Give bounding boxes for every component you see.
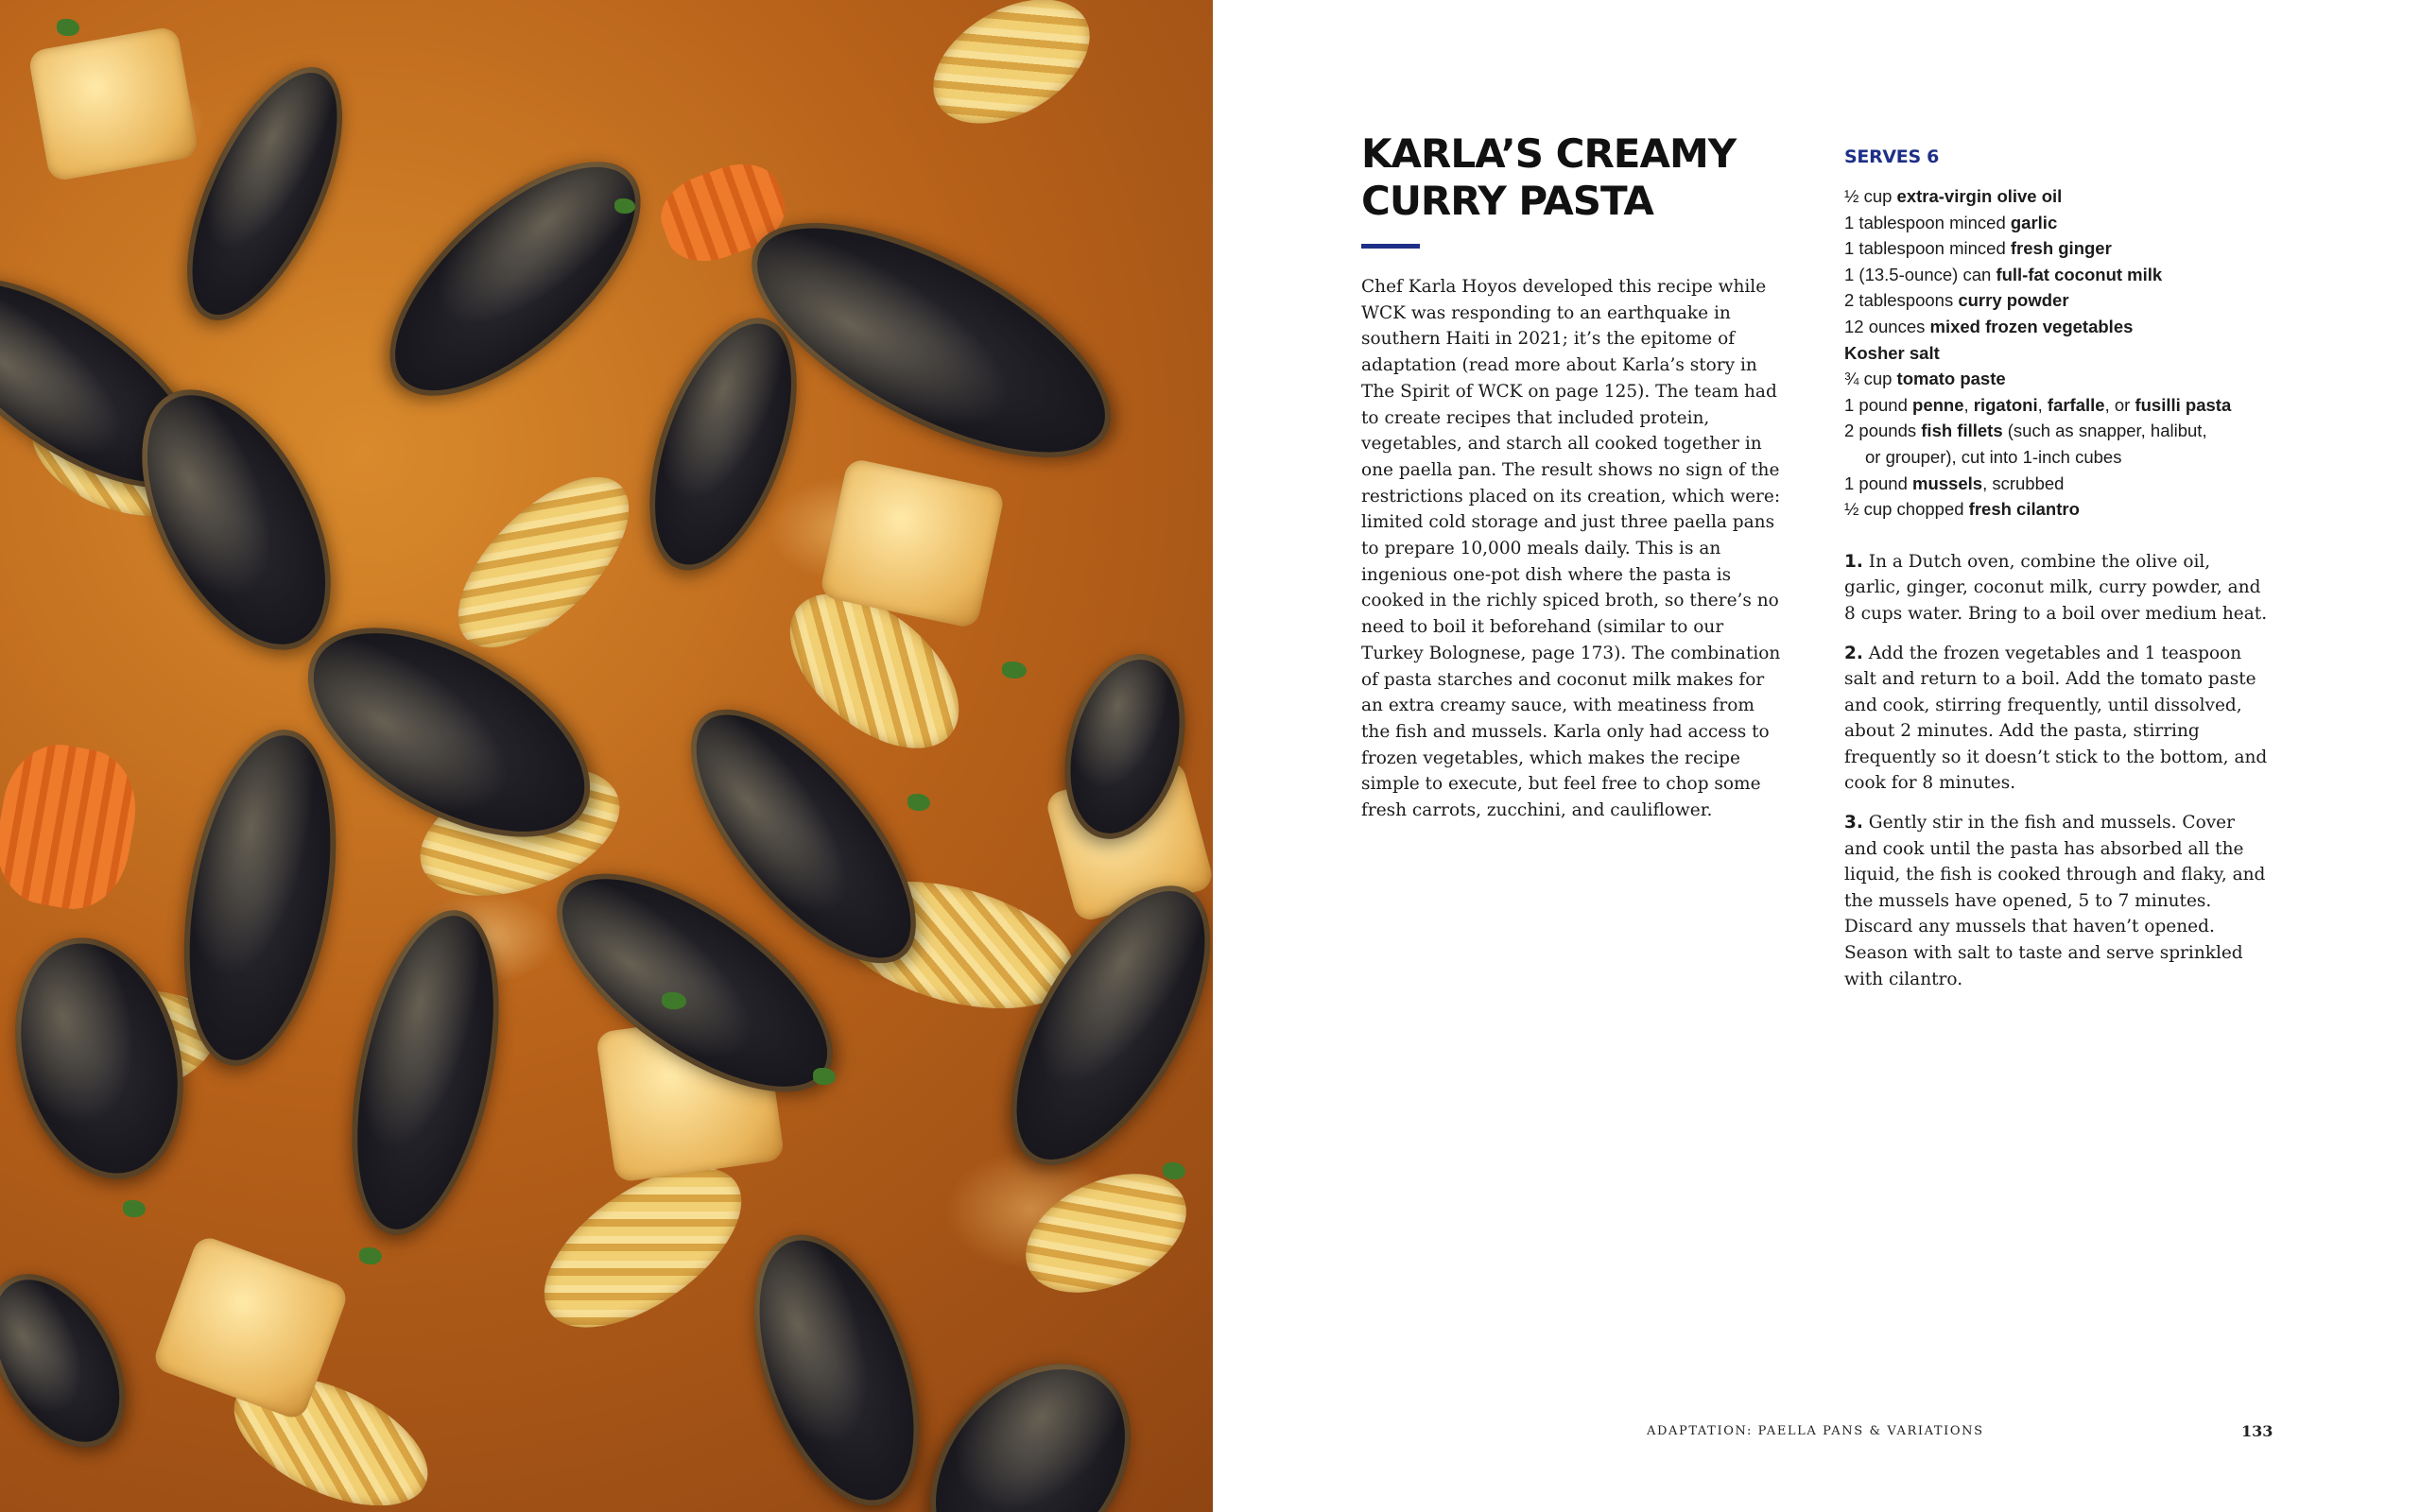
method-step-3: 3. Gently stir in the fish and mussels. Cover and cook until the pasta has absorbed all the liquid, the fish is cooked through and flaky, and the mussels have opened, 5 to 7 minutes. Discard any mussels that haven’t opened. Season with salt to taste and serve sprinkled with cilantro.	[1844, 813, 2266, 989]
page-number: 133	[2241, 1422, 2273, 1440]
recipe-right-column	[1844, 146, 2270, 1005]
ingredient-item: 1 (13.5-ounce) can full-fat coconut milk	[1844, 264, 2163, 284]
method-step-1: 1. In a Dutch oven, combine the olive oil, garlic, ginger, coconut milk, curry powder, and 8 cups water. Bring to a boil over medium heat.	[1844, 551, 2268, 624]
ingredient-item-pasta: 1 pound penne, rigatoni, farfalle, or fusilli pasta	[1844, 394, 2232, 415]
ingredient-list	[1844, 183, 2270, 523]
ingredient-item-fish: 2 pounds fish fillets (such as snapper, halibut, or grouper), cut into 1-inch cubes	[1844, 421, 2207, 467]
recipe-title-line-2: CURRY PASTA	[1361, 178, 1653, 224]
ingredient-item-cilantro: ½ cup chopped fresh cilantro	[1844, 499, 2080, 520]
method-step-2: 2. Add the frozen vegetables and 1 teaspoon salt and return to a boil. Add the tomato paste and cook, stirring frequently, until dissolved, about 2 minutes. Add the pasta, stirring frequently so it doesn’t stick to the bottom, and cook for 8 minutes.	[1844, 643, 2268, 794]
ingredient-item: 12 ounces mixed frozen vegetables	[1844, 316, 2134, 336]
running-footer: ADAPTATION: PAELLA PANS & VARIATIONS	[1647, 1424, 1984, 1438]
ingredient-item: ½ cup extra-virgin olive oil	[1844, 186, 2063, 206]
recipe-title-line-1: KARLA’S CREAMY	[1361, 130, 1737, 177]
method-steps	[1844, 549, 2270, 993]
title-accent-rule	[1361, 244, 1420, 249]
ingredient-item: ¾ cup tomato paste	[1844, 369, 2006, 389]
ingredient-item: Kosher salt	[1844, 342, 1940, 363]
recipe-page	[1213, 0, 2420, 1512]
ingredient-item: 2 tablespoons curry powder	[1844, 290, 2069, 311]
ingredient-item-mussels: 1 pound mussels, scrubbed	[1844, 472, 2065, 493]
ingredient-item: 1 tablespoon minced fresh ginger	[1844, 238, 2112, 259]
recipe-title	[1361, 130, 1758, 225]
ingredient-item: 1 tablespoon minced garlic	[1844, 212, 2058, 232]
serves-label: SERVES 6	[1844, 146, 1940, 167]
recipe-intro: Chef Karla Hoyos developed this recipe while WCK was responding to an earthquake in southern Haiti in 2021; it’s the epitome of adaptation (read more about Karla’s story in The Spirit of WCK on page 125). The team had to create recipes that included protein, vegetables, and starch all cooked together in one paella pan. The result shows no sign of the restrictions placed on its creation, which were: limited cold storage and just three paella pans to prepare 10,000 meals daily. This is an ingenious one-pot dish where the pasta is cooked in the richly spiced broth, so there’s no need to boil it beforehand (similar to our Turkey Bolognese, page 173). The combination of pasta starches and coconut milk makes for an extra creamy sauce, with meatiness from the fish and mussels. Karla only had access to frozen vegetables, which makes the recipe simple to execute, but feel free to chop some fresh carrots, zucchini, and cauliflower.	[1361, 277, 1781, 821]
